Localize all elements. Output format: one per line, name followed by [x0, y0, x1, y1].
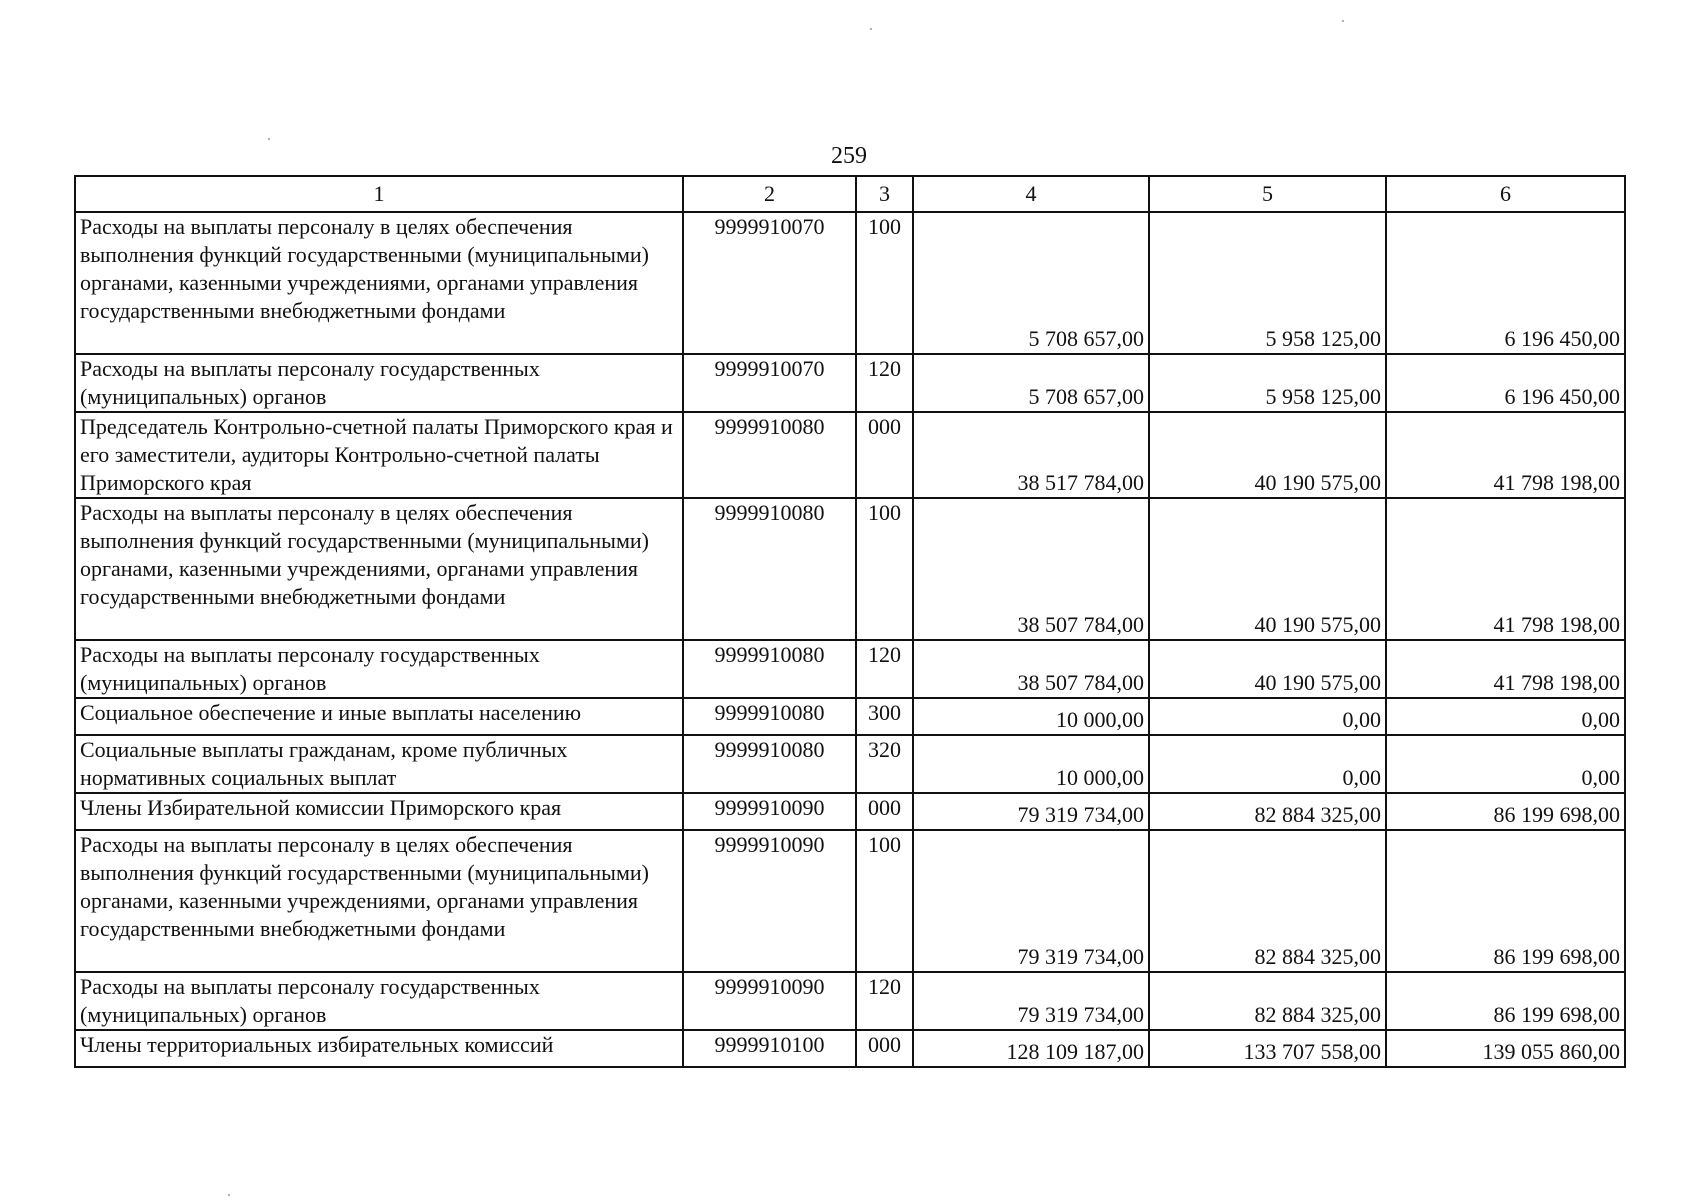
table-row — [75, 972, 1625, 1030]
row-value-6: 6 196 450,00 — [1386, 354, 1625, 412]
row-name: Расходы на выплаты персоналу государственных (муниципальных) органов — [75, 640, 683, 698]
row-value-5: 5 958 125,00 — [1149, 212, 1386, 354]
row-value-4: 10 000,00 — [913, 735, 1149, 793]
row-value-6: 0,00 — [1386, 735, 1625, 793]
table-row — [75, 354, 1625, 412]
table-row — [75, 412, 1625, 498]
row-type: 000 — [856, 1030, 913, 1067]
row-type: 100 — [856, 212, 913, 354]
row-value-4: 38 507 784,00 — [913, 640, 1149, 698]
page-number: 259 — [831, 143, 867, 169]
row-value-5: 40 190 575,00 — [1149, 640, 1386, 698]
row-name: Члены Избирательной комиссии Приморского края — [75, 793, 683, 830]
row-value-4: 5 708 657,00 — [913, 212, 1149, 354]
row-code: 9999910090 — [683, 830, 856, 972]
row-type: 120 — [856, 354, 913, 412]
row-name: Социальное обеспечение и иные выплаты населению — [75, 698, 683, 735]
row-value-5: 82 884 325,00 — [1149, 972, 1386, 1030]
row-value-4: 79 319 734,00 — [913, 972, 1149, 1030]
row-type: 120 — [856, 640, 913, 698]
row-name: Члены территориальных избирательных комиссий — [75, 1030, 683, 1067]
row-value-6: 0,00 — [1386, 698, 1625, 735]
row-value-6: 86 199 698,00 — [1386, 830, 1625, 972]
row-code: 9999910090 — [683, 972, 856, 1030]
table-row — [75, 212, 1625, 354]
row-value-4: 38 507 784,00 — [913, 498, 1149, 640]
row-code: 9999910080 — [683, 498, 856, 640]
row-value-6: 6 196 450,00 — [1386, 212, 1625, 354]
row-value-6: 41 798 198,00 — [1386, 498, 1625, 640]
row-type: 000 — [856, 412, 913, 498]
row-value-5: 40 190 575,00 — [1149, 498, 1386, 640]
column-header: 5 — [1149, 176, 1386, 212]
row-type: 120 — [856, 972, 913, 1030]
table-row — [75, 698, 1625, 735]
table-row — [75, 735, 1625, 793]
row-value-5: 133 707 558,00 — [1149, 1030, 1386, 1067]
row-type: 300 — [856, 698, 913, 735]
budget-table — [74, 175, 1626, 1068]
table-row — [75, 498, 1625, 640]
row-value-4: 79 319 734,00 — [913, 830, 1149, 972]
table-header-row — [75, 176, 1625, 212]
row-value-5: 82 884 325,00 — [1149, 830, 1386, 972]
row-name: Расходы на выплаты персоналу государственных (муниципальных) органов — [75, 354, 683, 412]
scan-speck — [1342, 20, 1344, 22]
scan-speck — [870, 28, 872, 30]
row-value-4: 79 319 734,00 — [913, 793, 1149, 830]
table-row — [75, 830, 1625, 972]
row-value-5: 5 958 125,00 — [1149, 354, 1386, 412]
column-header: 3 — [856, 176, 913, 212]
row-code: 9999910080 — [683, 412, 856, 498]
row-type: 100 — [856, 498, 913, 640]
scan-speck — [228, 1194, 230, 1196]
column-header: 4 — [913, 176, 1149, 212]
row-value-6: 86 199 698,00 — [1386, 793, 1625, 830]
row-code: 9999910080 — [683, 735, 856, 793]
column-header: 2 — [683, 176, 856, 212]
table-row — [75, 793, 1625, 830]
row-value-4: 10 000,00 — [913, 698, 1149, 735]
table-row — [75, 640, 1625, 698]
column-header: 6 — [1386, 176, 1625, 212]
row-name: Социальные выплаты гражданам, кроме публичных нормативных социальных выплат — [75, 735, 683, 793]
row-code: 9999910070 — [683, 212, 856, 354]
row-code: 9999910090 — [683, 793, 856, 830]
row-name: Расходы на выплаты персоналу в целях обеспечения выполнения функций государственными (муниципальными) органами, казенными учреждениями, органами управления государственными внебюджетными фондами — [75, 498, 683, 640]
row-type: 320 — [856, 735, 913, 793]
row-name: Расходы на выплаты персоналу в целях обеспечения выполнения функций государственными (муниципальными) органами, казенными учреждениями, органами управления государственными внебюджетными фондами — [75, 830, 683, 972]
row-code: 9999910080 — [683, 698, 856, 735]
column-header: 1 — [75, 176, 683, 212]
row-value-5: 0,00 — [1149, 698, 1386, 735]
row-code: 9999910100 — [683, 1030, 856, 1067]
row-value-4: 128 109 187,00 — [913, 1030, 1149, 1067]
row-value-4: 38 517 784,00 — [913, 412, 1149, 498]
row-value-6: 139 055 860,00 — [1386, 1030, 1625, 1067]
row-value-6: 41 798 198,00 — [1386, 640, 1625, 698]
row-name: Расходы на выплаты персоналу в целях обеспечения выполнения функций государственными (муниципальными) органами, казенными учреждениями, органами управления государственными внебюджетными фондами — [75, 212, 683, 354]
row-type: 100 — [856, 830, 913, 972]
row-value-6: 41 798 198,00 — [1386, 412, 1625, 498]
row-value-6: 86 199 698,00 — [1386, 972, 1625, 1030]
row-code: 9999910070 — [683, 354, 856, 412]
table-row — [75, 1030, 1625, 1067]
row-value-5: 82 884 325,00 — [1149, 793, 1386, 830]
row-type: 000 — [856, 793, 913, 830]
row-name: Расходы на выплаты персоналу государственных (муниципальных) органов — [75, 972, 683, 1030]
row-value-5: 0,00 — [1149, 735, 1386, 793]
scan-speck — [268, 138, 270, 140]
row-value-4: 5 708 657,00 — [913, 354, 1149, 412]
row-name: Председатель Контрольно-счетной палаты Приморского края и его заместители, аудиторы Контрольно-счетной палаты Приморского края — [75, 412, 683, 498]
row-value-5: 40 190 575,00 — [1149, 412, 1386, 498]
row-code: 9999910080 — [683, 640, 856, 698]
